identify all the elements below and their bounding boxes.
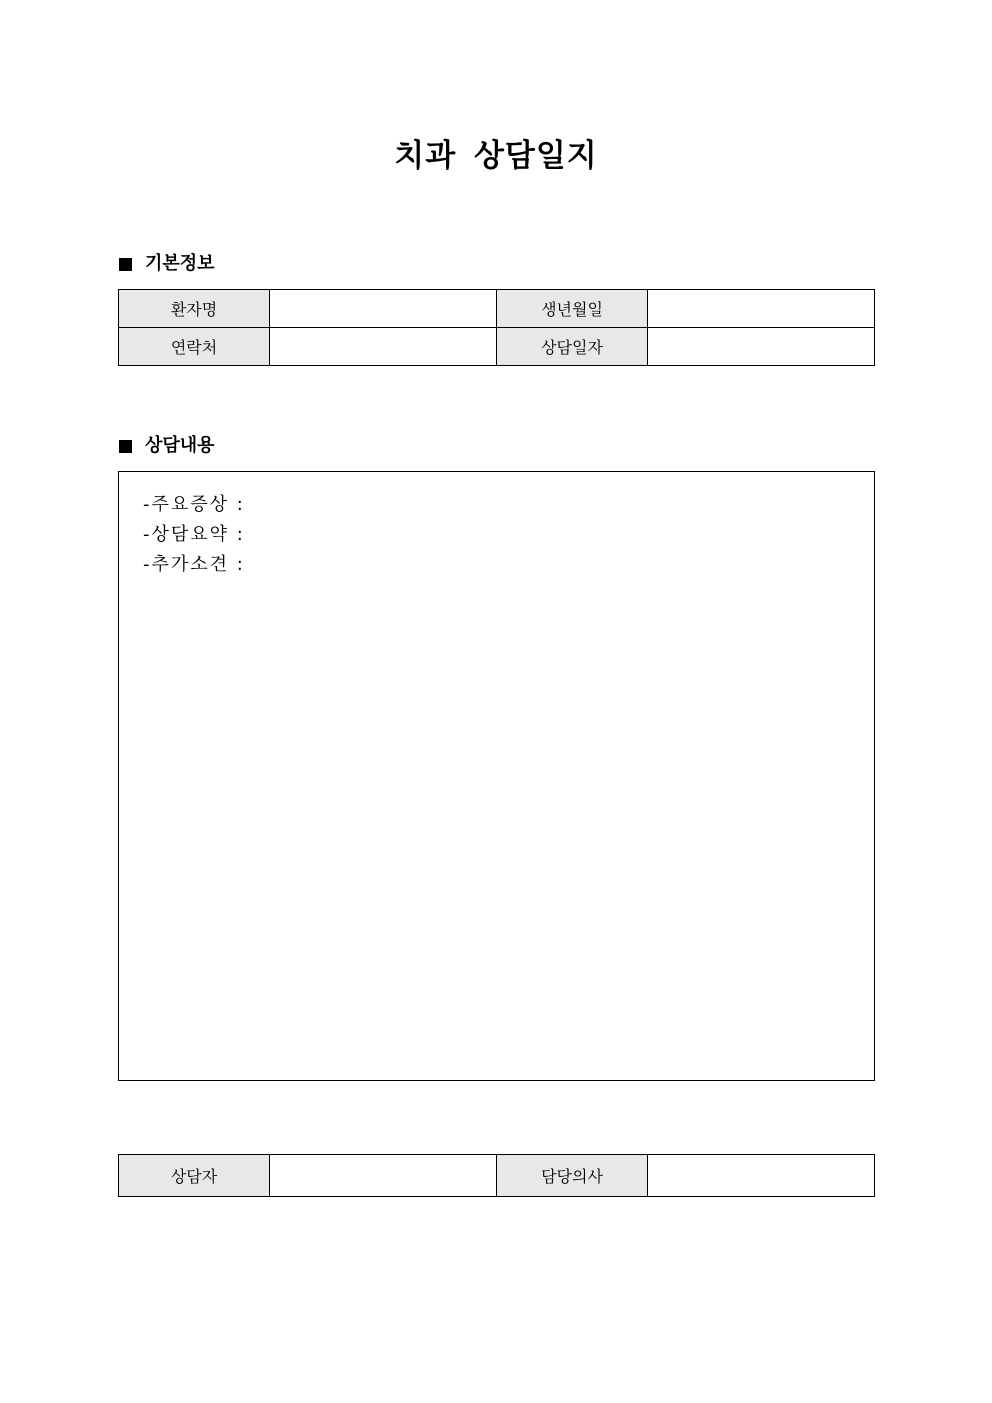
consultation-content-box[interactable]: [118, 471, 875, 1081]
counselor-field[interactable]: [270, 1155, 497, 1197]
main-symptoms-line: -주요증상 :: [143, 494, 245, 515]
patient-name-field[interactable]: [270, 290, 497, 328]
consultation-date-label: 상담일자: [497, 328, 648, 366]
basic-info-table: [118, 289, 875, 366]
basic-info-heading-label: 기본정보: [145, 253, 215, 274]
square-bullet-icon: [119, 258, 132, 271]
consultation-lines: [143, 490, 245, 580]
document-title: 치과 상담일지: [394, 138, 598, 174]
consultation-date-field[interactable]: [648, 328, 875, 366]
consultation-heading-label: 상담내용: [145, 435, 215, 456]
contact-field[interactable]: [270, 328, 497, 366]
basic-info-heading: [119, 252, 215, 276]
birth-date-label: 생년월일: [497, 290, 648, 328]
contact-label: 연락처: [119, 328, 270, 366]
table-row: [119, 1155, 875, 1197]
table-row: [119, 290, 875, 328]
patient-name-label: 환자명: [119, 290, 270, 328]
consultation-summary-line: -상담요약 :: [143, 524, 245, 545]
consultation-heading: [119, 434, 215, 458]
doctor-field[interactable]: [648, 1155, 875, 1197]
counselor-label: 상담자: [119, 1155, 270, 1197]
birth-date-field[interactable]: [648, 290, 875, 328]
square-bullet-icon: [119, 440, 132, 453]
table-row: [119, 328, 875, 366]
signature-table: [118, 1154, 875, 1197]
additional-findings-line: -추가소견 :: [143, 554, 245, 575]
doctor-label: 담당의사: [497, 1155, 648, 1197]
